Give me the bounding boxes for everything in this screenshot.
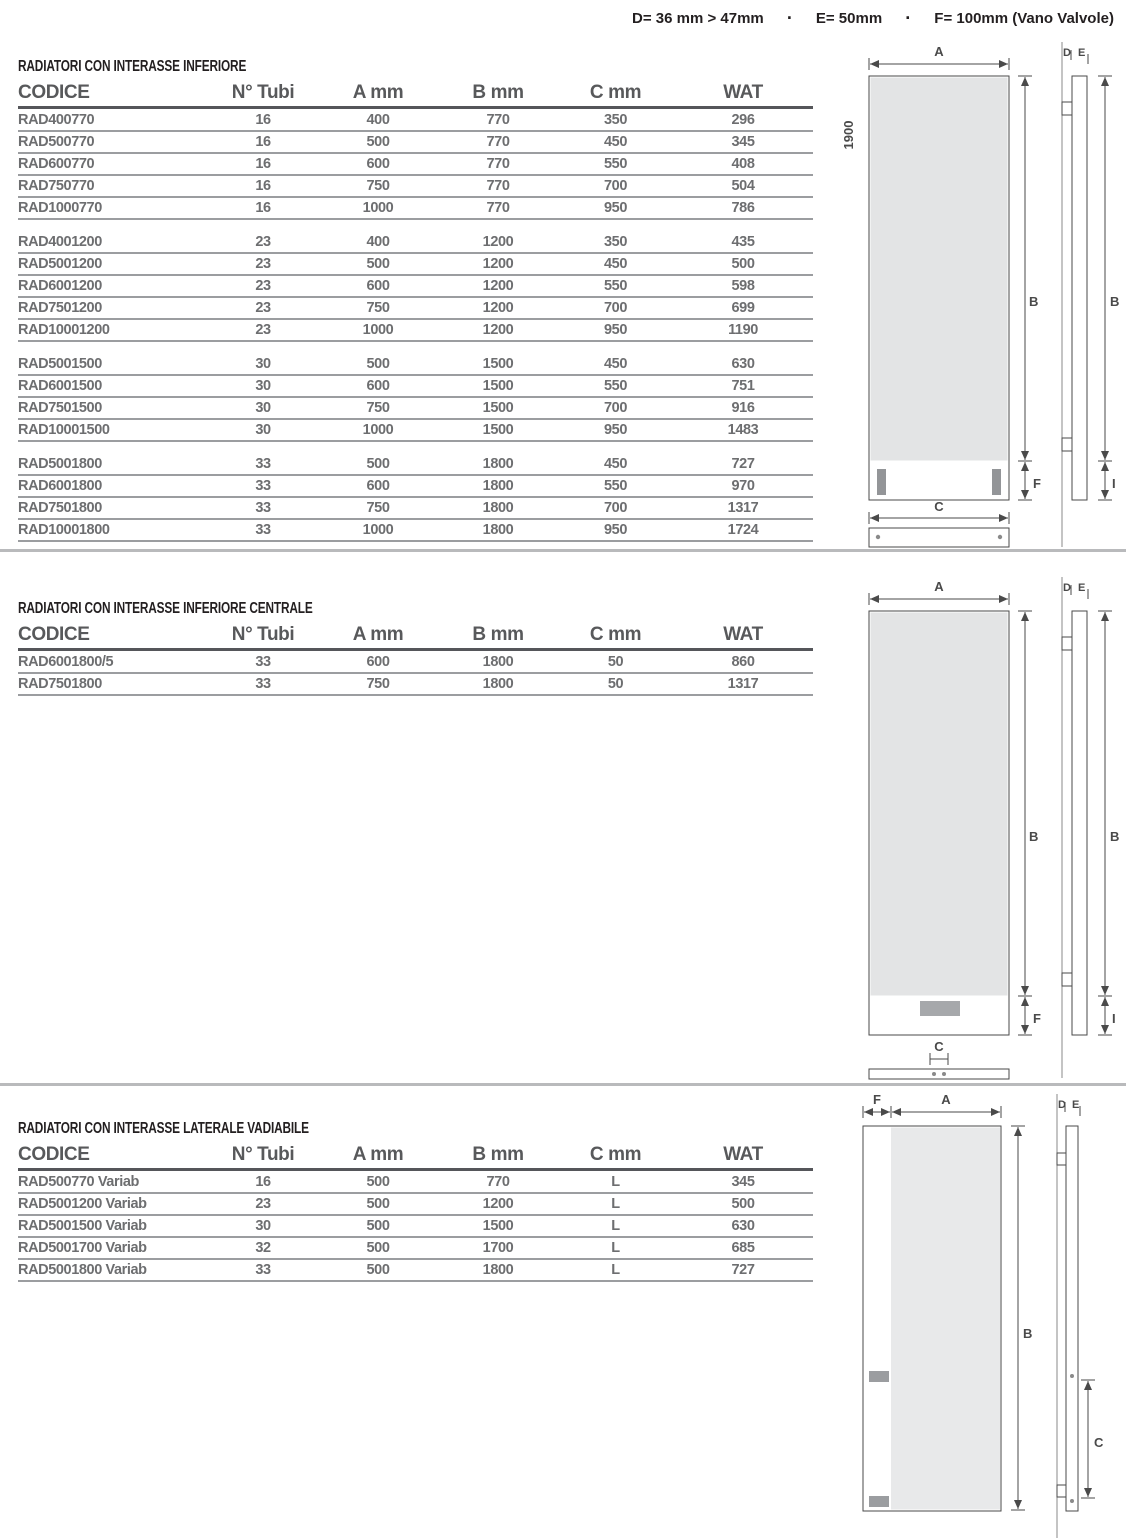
lateral-connection-mid [869,1371,889,1382]
table-cell: 770 [486,1174,510,1190]
column-header-c-mm: C mm [589,623,642,645]
table-cell: L [611,1262,620,1278]
table-cell: 16 [255,200,271,216]
table-row-rad5001200-variab [18,1194,813,1216]
table-cell: 500 [366,1174,390,1190]
table-cell: RAD6001800 [18,478,102,494]
table-cell: 770 [486,156,510,172]
table-cell: L [611,1174,620,1190]
dim-label-e: E [1078,47,1086,59]
table-cell: RAD400770 [18,112,95,128]
table-row-group [18,110,813,220]
table-cell: 550 [604,378,627,394]
table-cell: 350 [604,112,627,128]
table-body [18,1172,813,1282]
table-header-row [18,79,813,109]
table-header-row [18,621,813,651]
table-cell: 1800 [482,500,514,516]
table-cell: RAD7501200 [18,300,102,316]
table-row-rad5001200 [18,254,813,276]
table-cell: 450 [604,456,627,472]
table-cell: 1800 [482,522,514,538]
table-cell: 1500 [482,356,514,372]
table-row-rad6001500 [18,376,813,398]
table-cell: 1200 [482,1196,514,1212]
table-cell: L [611,1240,620,1256]
table-cell: RAD5001700 Variab [18,1240,147,1256]
table-cell: 16 [255,112,271,128]
table-cell: RAD5001500 Variab [18,1218,147,1234]
table-row-rad10001800 [18,520,813,542]
table-cell: 1000 [362,200,394,216]
dim-label-f: F [873,1092,881,1107]
table-cell: 1190 [728,322,758,338]
dim-label-b-side: B [1110,294,1120,309]
table-cell: 1200 [482,278,514,294]
table-cell: 500 [366,1240,390,1256]
table-cell: 630 [731,1218,755,1234]
table-cell: 750 [366,300,390,316]
table-cell: 400 [366,234,390,250]
table-cell: 500 [731,256,755,272]
column-header-b-mm: B mm [472,81,524,103]
table-cell: 700 [604,400,627,416]
table-cell: 1000 [362,422,394,438]
table-row-group [18,232,813,342]
table-cell: 500 [366,456,390,472]
table-cell: 727 [731,1262,755,1278]
bullet-separator: · [786,8,793,28]
dim-label-b: B [1023,1326,1033,1341]
dim-label-d: D [1063,582,1071,594]
table-row-group [18,1172,813,1282]
table-cell: RAD5001200 Variab [18,1196,147,1212]
table-cell: 504 [731,178,755,194]
table-cell: RAD7501800 [18,676,102,692]
dim-label-d: D [1063,47,1071,59]
table-cell: 550 [604,278,627,294]
column-header-codice: CODICE [18,623,90,645]
column-header-wat: WAT [723,1143,763,1165]
table-cell: RAD4001200 [18,234,102,250]
table-row-rad6001200 [18,276,813,298]
column-header-a-mm: A mm [352,1143,404,1165]
column-header-a-mm: A mm [352,81,404,103]
table-cell: 345 [731,1174,755,1190]
table-cell: 450 [604,356,627,372]
table-cell: 1500 [482,400,514,416]
table-cell: 32 [255,1240,271,1256]
table-row-rad10001200 [18,320,813,342]
table-row-group [18,652,813,696]
table-cell: 727 [731,456,755,472]
table-cell: 600 [366,478,390,494]
table-cell: 950 [604,200,627,216]
dim-f-note: F= 100mm (Vano Valvole) [934,10,1114,27]
table-cell: 786 [731,200,755,216]
column-header-n-tubi: N° Tubi [231,623,295,645]
radiator-diagram-laterale-variabile [833,1092,1123,1538]
table-cell: 408 [731,156,755,172]
table-cell: RAD500770 [18,134,95,150]
dim-label-a: A [934,579,944,594]
section-divider [0,1083,1126,1086]
table-cell: 1317 [727,676,759,692]
table-cell: 16 [255,156,271,172]
table-cell: 500 [366,256,390,272]
column-header-wat: WAT [723,81,763,103]
dim-label-b-front: B [1029,829,1039,844]
table-cell: 33 [255,522,271,538]
table-cell: 770 [486,200,510,216]
dim-label-a: A [941,1092,951,1107]
dim-label-b-front: B [1029,294,1039,309]
table-cell: RAD5001200 [18,256,102,272]
column-header-n-tubi: N° Tubi [231,1143,295,1165]
table-cell: 16 [255,178,271,194]
table-cell: 33 [255,456,271,472]
table-cell: RAD10001200 [18,322,110,338]
table-cell: 770 [486,178,510,194]
table-title: RADIATORI CON INTERASSE LATERALE VADIABILE [18,1120,309,1137]
dim-label-e: E [1072,1099,1080,1111]
table-row-rad5001700-variab [18,1238,813,1260]
table-cell: 1800 [482,676,514,692]
table-body [18,652,813,696]
table-cell: 630 [731,356,755,372]
table-cell: 500 [366,356,390,372]
central-valve-connection [920,1001,960,1016]
table-cell: 770 [486,112,510,128]
table-cell: 33 [255,478,271,494]
dim-label-f: F [1033,1011,1041,1026]
table-cell: 30 [255,356,271,372]
table-cell: 598 [731,278,755,294]
table-cell: RAD500770 Variab [18,1174,139,1190]
table-cell: 30 [255,422,271,438]
column-header-c-mm: C mm [589,81,642,103]
table-row-rad6001800 [18,476,813,498]
table-cell: 600 [366,378,390,394]
plate-dot [876,535,880,539]
dim-label-a: A [934,44,944,59]
table-cell: 1200 [482,300,514,316]
table-cell: 1483 [727,422,759,438]
table-cell: 500 [366,1218,390,1234]
dim-label-e: E [1078,582,1086,594]
dim-label-c: C [934,1039,944,1054]
table-row-rad5001800 [18,454,813,476]
table-cell: 450 [604,256,627,272]
table-cell: 699 [731,300,755,316]
table-cell: 1500 [482,378,514,394]
table-cell: 700 [604,500,627,516]
table-row-rad500770 [18,132,813,154]
table-cell: 1500 [482,422,514,438]
dim-label-i: I [1112,1011,1116,1026]
table-row-rad1000770 [18,198,813,220]
table-header-row [18,1141,813,1171]
table-cell: 500 [366,134,390,150]
table-cell: 23 [255,256,271,272]
table-cell: 33 [255,676,271,692]
table-cell: 1317 [727,500,759,516]
table-row-rad5001800-variab [18,1260,813,1282]
table-cell: 23 [255,278,271,294]
table-row-rad7501200 [18,298,813,320]
table-row-rad750770 [18,176,813,198]
table-cell: RAD750770 [18,178,95,194]
table-cell: 33 [255,1262,271,1278]
table-cell: 860 [731,654,755,670]
table-row-rad400770 [18,110,813,132]
lateral-connection-bottom [869,1496,889,1507]
radiator-diagram-inferiore-centrale [833,575,1123,1080]
table-section-interasse-inferiore [18,58,813,554]
table-cell: 30 [255,378,271,394]
table-cell: 1800 [482,478,514,494]
column-header-b-mm: B mm [472,1143,524,1165]
table-cell: 1500 [482,1218,514,1234]
table-cell: RAD5001500 [18,356,102,372]
side-connection-dot [1070,1374,1074,1378]
table-cell: 950 [604,322,627,338]
column-header-c-mm: C mm [589,1143,642,1165]
table-row-rad6001800-5 [18,652,813,674]
table-cell: 23 [255,1196,271,1212]
table-row-rad5001500-variab [18,1216,813,1238]
table-cell: 16 [255,134,271,150]
table-cell: RAD6001200 [18,278,102,294]
table-cell: RAD6001800/5 [18,654,114,670]
table-cell: 750 [366,400,390,416]
table-cell: 700 [604,300,627,316]
table-title: RADIATORI CON INTERASSE INFERIORE [18,58,247,75]
dim-label-d: D [1058,1099,1066,1111]
table-cell: 23 [255,300,271,316]
bullet-separator: · [905,8,912,28]
radiator-diagram-inferiore [833,40,1123,550]
table-cell: 30 [255,400,271,416]
table-cell: 23 [255,234,271,250]
table-title: RADIATORI CON INTERASSE INFERIORE CENTRALE [18,600,313,617]
table-row-rad600770 [18,154,813,176]
table-cell: RAD10001800 [18,522,110,538]
column-header-codice: CODICE [18,1143,90,1165]
table-cell: 600 [366,278,390,294]
table-cell: 500 [366,1196,390,1212]
table-cell: 50 [607,654,624,670]
table-cell: 1000 [362,322,394,338]
table-cell: 770 [486,134,510,150]
table-cell: 435 [731,234,755,250]
dim-d-note: D= 36 mm > 47mm [632,10,764,27]
table-cell: RAD5001800 [18,456,102,472]
table-cell: RAD10001500 [18,422,110,438]
table-cell: 33 [255,654,271,670]
dimension-note [632,10,1114,27]
table-row-rad7501500 [18,398,813,420]
plate-dot [932,1072,936,1076]
table-cell: 30 [255,1218,271,1234]
table-cell: 950 [604,522,627,538]
table-cell: 1724 [727,522,759,538]
dim-label-i: I [1112,476,1116,491]
table-cell: 916 [731,400,755,416]
table-cell: 33 [255,500,271,516]
column-header-a-mm: A mm [352,623,404,645]
table-cell: 500 [731,1196,755,1212]
table-cell: 1800 [482,456,514,472]
column-header-n-tubi: N° Tubi [231,81,295,103]
table-section-interasse-laterale-variabile [18,1120,813,1294]
table-cell: 600 [366,654,390,670]
table-cell: RAD6001500 [18,378,102,394]
table-cell: 345 [731,134,755,150]
table-cell: 16 [255,1174,271,1190]
table-cell: L [611,1218,620,1234]
dim-label-f: F [1033,476,1041,491]
table-cell: RAD5001800 Variab [18,1262,147,1278]
table-cell: 600 [366,156,390,172]
table-cell: 550 [604,156,627,172]
plate-dot [998,535,1002,539]
table-cell: 550 [604,478,627,494]
table-section-interasse-inferiore-centrale [18,600,813,708]
dim-e-note: E= 50mm [815,10,883,27]
table-cell: 1800 [482,654,514,670]
table-cell: 751 [731,378,755,394]
table-cell: 750 [366,178,390,194]
table-cell: 950 [604,422,627,438]
table-row-group [18,454,813,542]
plate-dot [942,1072,946,1076]
table-cell: 700 [604,178,627,194]
table-row-rad7501800 [18,498,813,520]
table-row-rad10001500 [18,420,813,442]
table-cell: 50 [607,676,624,692]
table-cell: 1800 [482,1262,514,1278]
table-cell: 1200 [482,234,514,250]
table-cell: RAD1000770 [18,200,102,216]
dim-label-height: 1900 [841,120,856,150]
table-cell: 1200 [482,322,514,338]
table-cell: 750 [366,676,390,692]
table-cell: RAD600770 [18,156,95,172]
table-cell: RAD7501800 [18,500,102,516]
table-cell: 400 [366,112,390,128]
table-cell: 350 [604,234,627,250]
table-cell: 1200 [482,256,514,272]
dim-label-b-side: B [1110,829,1120,844]
table-cell: 23 [255,322,271,338]
table-cell: 970 [731,478,755,494]
column-header-wat: WAT [723,623,763,645]
table-cell: 750 [366,500,390,516]
table-row-rad5001500 [18,354,813,376]
table-row-rad4001200 [18,232,813,254]
table-cell: 1700 [482,1240,514,1256]
valve-connection-left [877,469,886,495]
table-body [18,110,813,542]
table-cell: RAD7501500 [18,400,102,416]
table-cell: 296 [731,112,755,128]
table-row-rad500770-variab [18,1172,813,1194]
table-row-group [18,354,813,442]
table-cell: 685 [731,1240,755,1256]
table-cell: 1000 [362,522,394,538]
table-cell: 500 [366,1262,390,1278]
column-header-codice: CODICE [18,81,90,103]
valve-connection-right [992,469,1001,495]
table-cell: 450 [604,134,627,150]
table-row-rad7501800 [18,674,813,696]
column-header-b-mm: B mm [472,623,524,645]
dim-label-c: C [1094,1435,1104,1450]
dim-label-c: C [934,499,944,514]
side-connection-dot [1070,1499,1074,1503]
table-cell: L [611,1196,620,1212]
